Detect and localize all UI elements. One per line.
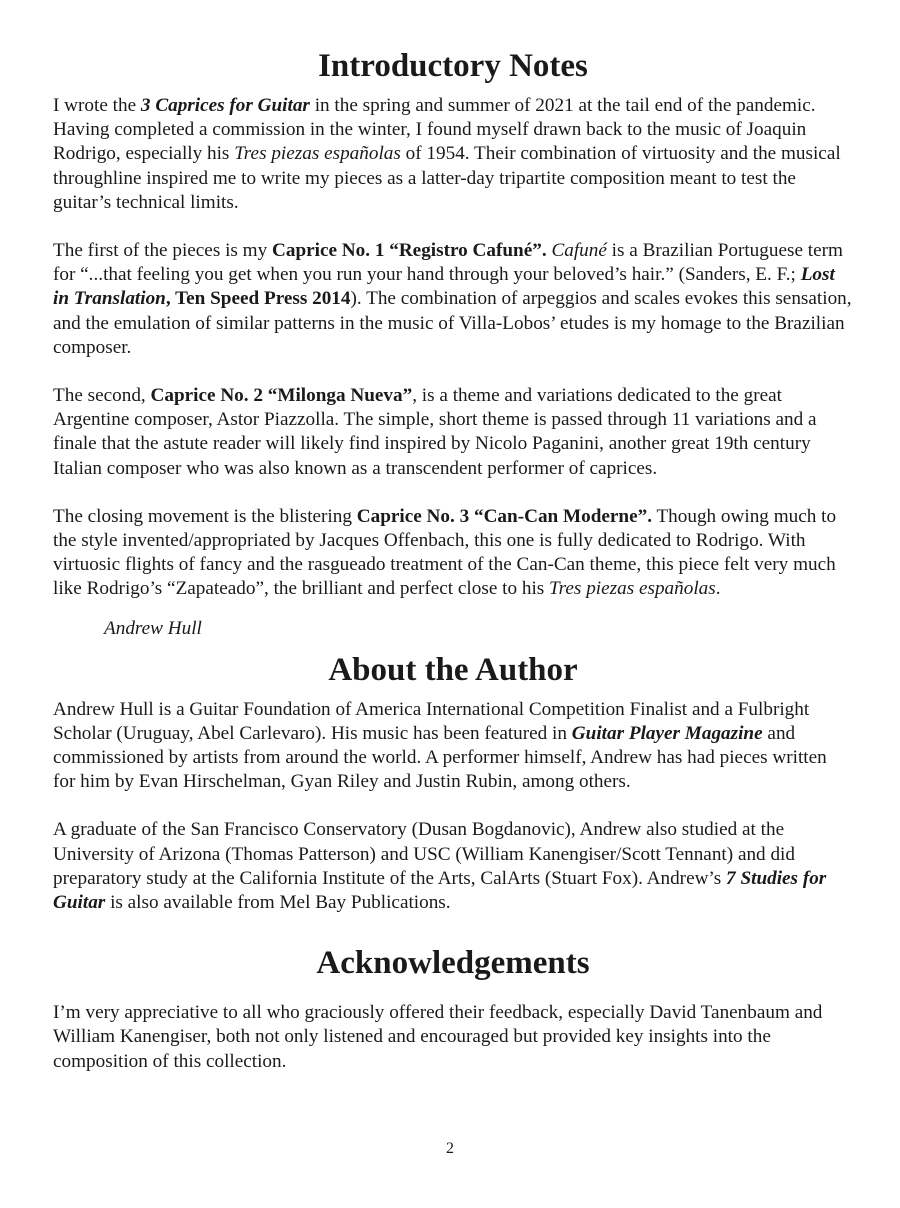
acknowledgements-title: Acknowledgements <box>316 945 590 982</box>
intro-paragraph-1: I wrote the 3 Caprices for Guitar in the spring and summer of 2021 at the tail end of the pandemic. Having completed a commission in the winter, I found myself drawn back to the music of Joaquin Rodrigo, especially his Tres piezas españolas of 1954. Their combination of virtuosity and the musical throughline inspired me to write my pieces as a latter-day tripartite composition meant to test the guitar’s technical limits. <box>53 95 841 213</box>
page-body <box>53 40 853 1074</box>
intro-paragraph-4: The closing movement is the blistering Caprice No. 3 “Can-Can Moderne”. Though owing much to the style invented/appropriated by Jacques Offenbach, this one is fully dedicated to Rodrigo. With virtuosic flights of fancy and the rasgueado treatment of the Can-Can theme, this piece felt very much like Rodrigo’s “Zapateado”, the brilliant and perfect close to his Tres piezas españolas. <box>53 505 837 600</box>
intro-paragraph-3: The second, Caprice No. 2 “Milonga Nueva”, is a theme and variations dedicated to the great Argentine composer, Astor Piazzolla. The simple, short theme is passed through 11 variations and a finale that the astute reader will likely find inspired by Nicolo Paganini, another great 19th century Italian composer who was also known as a transcendent performer of caprices. <box>53 385 817 479</box>
signature: Andrew Hull <box>104 617 202 639</box>
author-paragraph-1: Andrew Hull is a Guitar Foundation of America International Competition Finalist and a Fulbright Scholar (Uruguay, Abel Carlevaro). His music has been featured in Guitar Player Magazine and commissioned by artists from around the world. A performer himself, Andrew has had pieces written for him by Evan Hirschelman, Gyan Riley and Justin Rubin, among others. <box>53 698 827 793</box>
author-paragraph-2: A graduate of the San Francisco Conservatory (Dusan Bogdanovic), Andrew also studied at the University of Arizona (Thomas Patterson) and USC (William Kanengiser/Scott Tennant) and did preparatory study at the California Institute of the Arts, CalArts (Stuart Fox). Andrew’s 7 Studies for Guitar is also available from Mel Bay Publications. <box>53 819 827 914</box>
intro-paragraph-2: The first of the pieces is my Caprice No. 1 “Registro Cafuné”. Cafuné is a Brazilian Portuguese term for “...that feeling you get when you run your hand through your beloved’s hair.” (Sanders, E. F.; Lost in Translation, Ten Speed Press 2014). The combination of arpeggios and scales evokes this sensation, and the emulation of similar patterns in the music of Villa-Lobos’ etudes is my homage to the Brazilian composer. <box>53 240 852 358</box>
intro-title: Introductory Notes <box>318 48 588 84</box>
acknowledgements-paragraph: I’m very appreciative to all who graciously offered their feedback, especially David Tanenbaum and William Kanengiser, both not only listened and encouraged but provided key insights into the composition of this collection. <box>53 1002 823 1072</box>
page-number: 2 <box>446 1140 454 1157</box>
author-title: About the Author <box>328 651 578 688</box>
